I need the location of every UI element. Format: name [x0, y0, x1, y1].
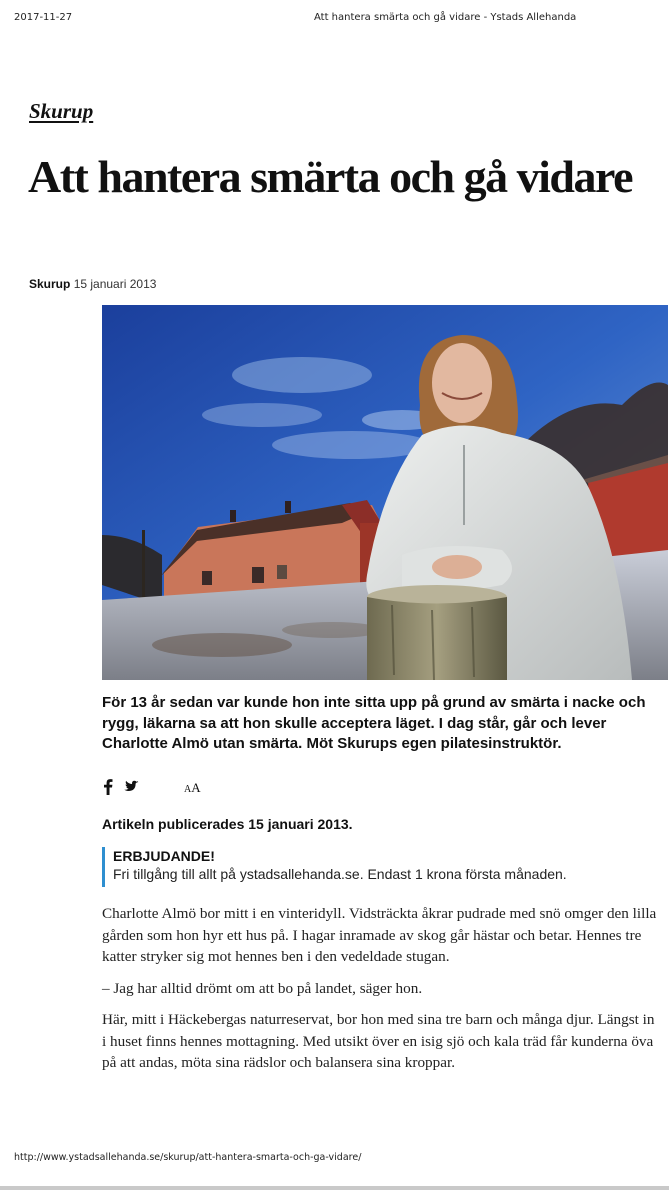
- article-ingress: För 13 år sedan var kunde hon inte sitta upp på grund av smärta i nacke och rygg, läkarna sa att hon skulle acceptera läget. I dag står, går och lever Charlotte Almö utan smärta. Möt Skurups egen pilatesinstruktör.: [102, 694, 646, 752]
- page-bottom-rule: [0, 1186, 669, 1190]
- body-paragraph: Här, mitt i Häckebergas naturreservat, bor hon med sina tre barn och många djur. Längst in i huset finns hennes mottagning. Med utsikt över en isig sjö och kala träd får kunderna öva på att andas, möta sina rädslor och balansera sina kroppar.: [102, 1011, 655, 1071]
- byline-section: Skurup: [29, 277, 71, 291]
- body-paragraph: – Jag har alltid drömt om att bo på landet, säger hon.: [102, 979, 423, 997]
- print-url: http://www.ystadsallehanda.se/skurup/att-hantera-smarta-och-ga-vidare/: [14, 1152, 362, 1163]
- print-header: [14, 12, 655, 26]
- byline-date: 15 januari 2013: [73, 277, 157, 291]
- byline: [29, 277, 156, 291]
- published-date: Artikeln publicerades 15 januari 2013.: [102, 816, 353, 832]
- subscription-offer[interactable]: [102, 847, 662, 887]
- offer-title: ERBJUDANDE!: [113, 848, 215, 864]
- facebook-icon[interactable]: [102, 778, 118, 796]
- offer-text: Fri tillgång till allt på ystadsallehanda.se. Endast 1 krona första månaden.: [113, 866, 567, 882]
- font-size-small-label: A: [184, 784, 192, 795]
- font-size-toggle[interactable]: [184, 780, 201, 796]
- article-body: [102, 903, 662, 1084]
- hero-photo-illustration: [102, 305, 668, 680]
- twitter-icon[interactable]: [123, 778, 139, 796]
- print-page-title: Att hantera smärta och gå vidare - Ystads Allehanda: [314, 12, 577, 23]
- font-size-large-label: A: [191, 780, 201, 795]
- print-date: 2017-11-27: [14, 12, 73, 23]
- hero-image: [102, 305, 668, 680]
- article-headline: Att hantera smärta och gå vidare: [28, 151, 632, 202]
- section-link[interactable]: Skurup: [29, 99, 94, 123]
- body-paragraph: Charlotte Almö bor mitt i en vinteridyll. Vidsträckta åkrar pudrade med snö omger den lilla gården som hon hyr ett hus på. I hagar inramade av skog går hästar och betar. Hennes tre katter stryker sig mot hennes ben i den vedeldade stugan.: [102, 905, 657, 965]
